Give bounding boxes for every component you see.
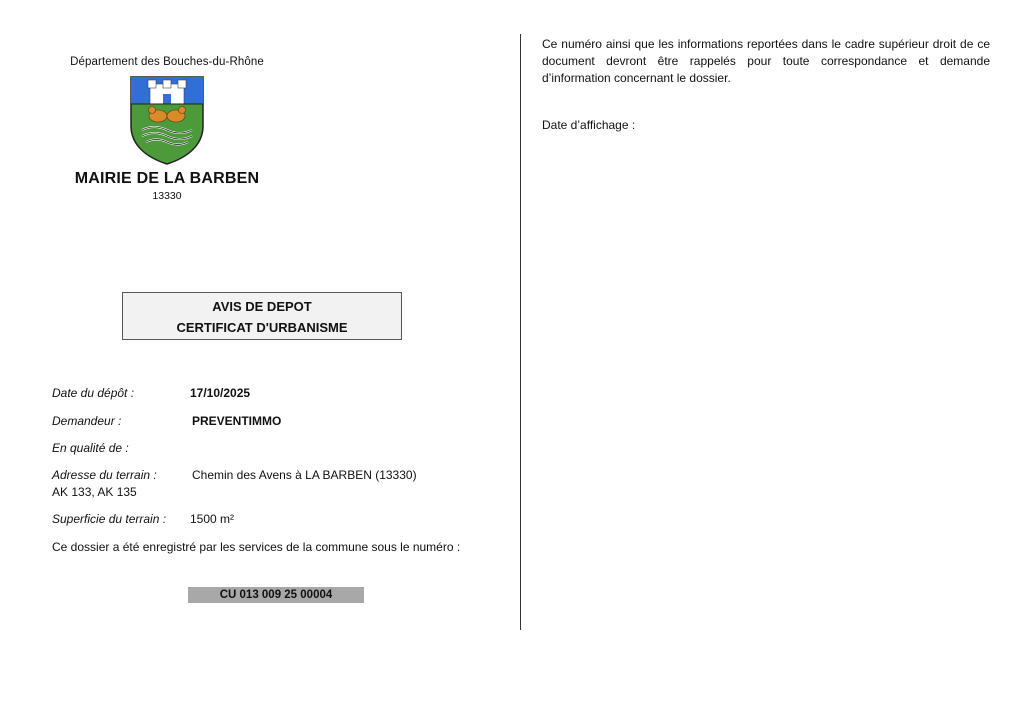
enregistrement-text: Ce dossier a été enregistré par les services de la commune sous le numéro : [52,540,461,554]
mairie-name: MAIRIE DE LA BARBEN [74,170,260,187]
adresse-label: Adresse du terrain : [52,468,157,482]
document-title-box [122,292,402,340]
date-depot-value: 17/10/2025 [190,386,251,400]
demandeur-label: Demandeur : [52,414,122,428]
date-depot-label: Date du dépôt : [52,386,135,400]
adresse-value: Chemin des Avens à LA BARBEN (13330) [192,468,417,482]
date-affichage-label: Date d’affichage : [542,118,636,132]
qualite-label: En qualité de : [52,441,129,455]
coat-of-arms-icon [128,74,206,166]
superficie-value: 1500 m² [190,512,235,526]
mairie-logo [52,38,282,234]
superficie-label: Superficie du terrain : [52,512,167,526]
dossier-number: CU 013 009 25 00004 [188,587,364,603]
postal-code: 13330 [152,190,182,202]
title-line-1: AVIS DE DEPOT [212,299,312,314]
parcelles-value: AK 133, AK 135 [52,485,137,499]
demandeur-value: PREVENTIMMO [192,414,282,428]
correspondence-notice: Ce numéro ainsi que les informations reportées dans le cadre supérieur droit de ce document devront être rappelés pour toute correspondance et demande d’information concernant le dossier. [542,37,990,85]
department-name: Département des Bouches-du-Rhône [70,56,264,68]
title-line-2: CERTIFICAT D'URBANISME [176,320,348,335]
column-divider [520,34,521,630]
